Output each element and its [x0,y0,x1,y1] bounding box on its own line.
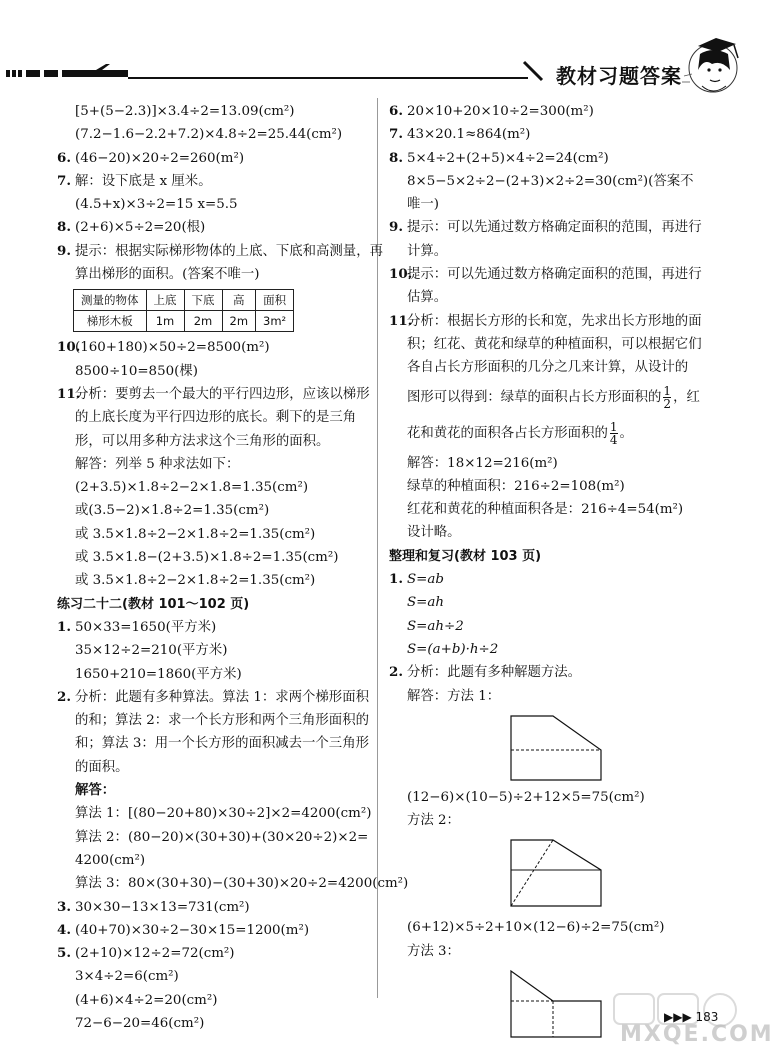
answer-line: 估算。 [407,290,448,306]
answer-text: 提示：可以先通过数方格确定面积的范围，再进行 [407,220,702,236]
answer-line: 1650+210=1860(平方米) [75,666,242,682]
answer-line: 的和；算法 2：求一个长方形和两个三角形面积的 [75,713,369,729]
question-number: 10. [57,339,81,356]
method-2-figure [509,836,659,912]
section-heading: 整理和复习(教材 103 页) [389,548,542,564]
answer-line: 积；红花、黄花和绿草的种植面积，可以根据它们 [407,336,702,352]
answer-text: 提示：可以先通过数方格确定面积的范围，再进行 [407,267,702,283]
question-11 [57,383,370,406]
left-column [57,100,409,1035]
question-number: 8. [57,219,71,236]
table-cell: 梯形木板 [74,311,147,332]
answer-line: 算法 3：80×(30+30)−(30+30)×20÷2=4200(cm²) [75,876,409,892]
answer-line: 的上底长度为平行四边形的底长。剩下的是三角 [75,410,357,426]
answer-line: 解答：列举 5 种求法如下： [75,456,240,472]
question-number: 11. [57,385,81,402]
answer-line: 算法 1：[(80−20+80)×30÷2]×2=4200(cm²) [75,806,372,822]
question-number: 9. [57,242,71,259]
answer-line: 算法 2：(80−20)×(30+30)+(30×20÷2)×2= [75,829,369,845]
answer-line: 的面积。 [75,759,129,775]
table-header-cell: 高 [222,290,256,311]
answer-line: 形，可以用多种方法求这个三角形的面积。 [75,433,330,449]
answer-line: 算出梯形的面积。(答案不唯一) [75,267,260,283]
answer-text: 43×20.1≈864(m²) [407,127,531,143]
question-10 [389,263,709,286]
answer-line: 3×4÷2=6(cm²) [75,969,179,985]
answer-line: (12−6)×(10−5)÷2+12×5=75(cm²) [407,789,645,805]
fraction-numerator: 1 [663,383,672,398]
answer-line: 35×12÷2=210(平方米) [75,643,228,659]
table-header-cell: 上底 [146,290,184,311]
question-4 [57,919,367,942]
watermark-text: MXQE.COM [620,1022,774,1047]
question-6 [389,100,709,123]
answer-text: 分析：根据长方形的长和宽，先求出长方形地的面 [407,313,702,329]
answer-text: 20×10+20×10÷2=300(m²) [407,104,594,119]
question-number: 7. [389,126,403,143]
answer-line: [5+(5−2.3)]×3.4÷2=13.09(cm²) [75,104,295,119]
question-2 [57,686,367,709]
answer-line: 或(3.5−2)×1.8÷2=1.35(cm²) [75,503,270,519]
fraction-denominator: 2 [663,396,672,411]
answer-line: 或 3.5×1.8−(2+3.5)×1.8÷2=1.35(cm²) [75,550,339,566]
answer-text: ，红 [673,389,700,405]
answer-label: 方法 2： [407,813,460,829]
fraction-one-quarter [610,421,618,446]
answer-line: 设计略。 [407,525,461,541]
answer-line-with-fraction [389,416,709,452]
answer-line: 或 3.5×1.8÷2−2×1.8÷2=1.35(cm²) [75,573,316,589]
header-rule [128,77,528,79]
answer-text: (160+180)×50÷2=8500(m²) [75,340,270,356]
answer-label: 解答： [75,782,116,799]
table-cell: 3m² [256,311,294,332]
fraction-denominator: 4 [609,432,618,447]
question-8 [57,216,367,239]
question-7 [57,170,367,193]
answer-label: 方法 3： [407,943,460,959]
fraction-one-half [663,385,671,410]
page-number-value: 183 [695,1010,719,1024]
question-number: 2. [57,688,71,705]
answer-line: 8500÷10=850(棵) [75,363,198,379]
answer-text: 30×30−13×13=731(cm²) [75,899,250,915]
answer-text: 解：设下底是 x 厘米。 [75,173,212,189]
question-number: 11. [389,312,413,329]
answer-line: 红花和黄花的种植面积各是：216÷4=54(m²) [407,502,684,518]
answer-text: (2+10)×12÷2=72(cm²) [75,946,235,962]
table-cell: 1m [146,311,184,332]
answer-text: 分析：此题有多种算法。算法 1：求两个梯形面积 [75,689,369,705]
cartoon-student-icon [678,30,748,100]
question-9 [389,216,709,239]
formula: S=ab [407,572,444,588]
formula: S=(a+b)·h÷2 [407,641,499,657]
formula: S=ah [407,595,445,611]
table-header-cell: 下底 [184,290,222,311]
answer-text: 。 [619,425,633,441]
question-number: 1. [57,618,71,635]
question-number: 4. [57,921,71,938]
header-slash-icon [520,58,546,84]
measurement-table [73,289,294,332]
header-stripe-decoration [6,64,128,77]
answer-line: (6+12)×5÷2+10×(12−6)÷2=75(cm²) [407,920,665,936]
answer-text: 分析：此题有多种解题方法。 [407,665,582,681]
answer-line: (2+3.5)×1.8÷2−2×1.8=1.35(cm²) [75,480,309,496]
answer-line: 和；算法 3：用一个长方形的面积减去一个三角形 [75,736,369,752]
question-7 [389,123,709,146]
right-column [389,100,709,1043]
answer-line: 或 3.5×1.8÷2−2×1.8÷2=1.35(cm²) [75,526,316,542]
page-number [664,1010,718,1024]
answer-text: 5×4÷2+(2+5)×4÷2=24(cm²) [407,150,609,166]
formula: S=ah÷2 [407,618,464,634]
answer-line: 绿草的种植面积：216÷2=108(m²) [407,478,625,494]
question-8 [389,147,709,170]
answer-text: 50×33=1650(平方米) [75,619,217,635]
answer-line: 各自占长方形面积的几分之几来计算，从设计的 [407,360,689,376]
question-number: 2. [389,664,403,681]
question-number: 6. [389,103,403,119]
question-number: 5. [57,945,71,962]
page-arrows: ▶▶▶ [664,1010,692,1024]
question-9 [57,240,383,263]
answer-line: 唯一) [407,197,440,213]
answer-text: 提示：根据实际梯形物体的上底、下底和高测量，再 [75,243,383,259]
question-1 [57,616,367,639]
question-10 [57,336,367,359]
table-cell: 2m [222,311,256,332]
fraction-numerator: 1 [609,419,618,434]
answer-line: (7.2−1.6−2.2+7.2)×4.8÷2=25.44(cm²) [75,127,343,143]
answer-text: 图形可以得到：绿草的面积占长方形面积的 [407,389,662,405]
answer-text: (40+70)×30÷2−30×15=1200(m²) [75,922,310,938]
answer-text: 花和黄花的面积各占长方形面积的 [407,425,608,441]
method-1-figure [509,712,659,782]
table-cell: 2m [184,311,222,332]
header-title: 教材习题答案 [556,64,682,88]
table-header-row [74,290,294,311]
question-1 [389,568,709,591]
question-number: 7. [57,172,71,189]
question-number: 6. [57,149,71,166]
question-number: 9. [389,219,403,236]
column-divider [377,98,378,998]
table-header-cell: 测量的物体 [74,290,147,311]
answer-line: 72−6−20=46(cm²) [75,1015,205,1031]
question-2 [389,661,709,684]
answer-line: (4.5+x)×3÷2=15 x=5.5 [75,197,238,213]
question-6 [57,147,367,170]
question-5 [57,942,367,965]
question-number: 8. [389,149,403,166]
question-number: 1. [389,571,403,588]
answer-text: (46−20)×20÷2=260(m²) [75,150,245,166]
answer-text: (2+6)×5÷2=20(根) [75,220,206,236]
section-heading: 练习二十二(教材 101～102 页) [57,596,250,612]
question-11 [389,310,709,333]
answer-line: 4200(cm²) [75,852,146,868]
question-number: 10. [389,266,413,283]
answer-line: 8×5−5×2÷2−(2+3)×2÷2=30(cm²)(答案不 [407,173,694,189]
answer-line: 计算。 [407,243,448,259]
question-number: 3. [57,898,71,915]
answer-text: 分析：要剪去一个最大的平行四边形，应该以梯形 [75,386,370,402]
answer-label: 解答：方法 1： [407,688,501,704]
question-3 [57,896,367,919]
answer-line: 解答：18×12=216(m²) [407,455,558,471]
answer-line-with-fraction [389,380,709,416]
answer-line: (4+6)×4÷2=20(cm²) [75,992,218,1008]
table-row [74,311,294,332]
table-header-cell: 面积 [256,290,294,311]
